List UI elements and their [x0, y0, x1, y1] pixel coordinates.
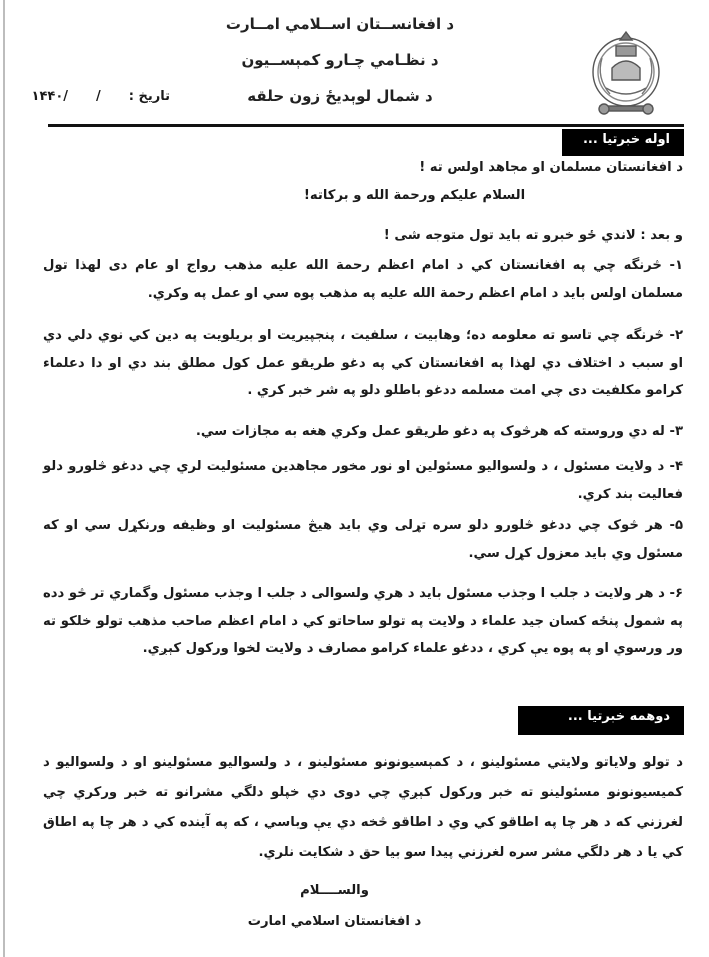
notice-item-4: ۴- د ولایت مسئول ، د ولسوالیو مسئولین او نور مخور مجاهدین مسئولیت لري چي ددغو څلورو دلو فعالیت بند کري. [43, 459, 683, 502]
date-label: تاریخ : [128, 89, 170, 104]
letterhead-zone: د شمال لوېديځ زون حلقه [247, 87, 433, 105]
date-separator: / [96, 89, 101, 104]
notice-item-5: ۵- هر څوک چي ددغو څلورو دلو سره تړلی وي باید هیڅ مسئولیت او وظیفه ورنکړل سي او که مسئول وي باید معزول کړل سي. [43, 518, 683, 561]
signature: د افغانستان اسلامي امارت [247, 914, 422, 929]
header-divider [48, 124, 684, 127]
second-notice-body: د تولو ولایاتو ولایتي مسئولینو ، د کمېسیونونو مسئولینو ، د ولسوالیو مسئولینو او د ولسوالیو د کمیسیونونو مسئولینو ته خبر ورکول کېږي چي دوی دي خپلو دلگي مشرانو ته خبر ورکري چي لغرزني که د هر چا په اطاقو کي وي د اطاقو څخه دي یې وباسي ، که په آینده کي د هر چا په اطاق کي یا د هر دلگي مشر سره لغرزني پیدا سو بیا حق د شکایت نلري. [43, 755, 683, 860]
date-field [31, 89, 170, 104]
intro: و بعد : لاندي ځو خبرو ته باید تول متوجه شی ! [383, 228, 683, 243]
section-badge-second-notice: دوهمه خبرتیا ... [518, 706, 684, 735]
emblem-icon [576, 28, 676, 120]
closing-salam: والســــلام [300, 883, 369, 898]
notice-item-2: ۲- څرنگه چي تاسو ته معلومه ده؛ وهابیت ، سلفیت ، پنجپیریت او بریلویت په دین کي نوي دلي دي او سبب د اختلاف دي لهذا په افغانستان کي په دغو طریقو عمل کول مطلق بند دي او دا دعلماء کرامو مکلفیت دی چي امت مسلمه ددغو باطلو دلو په شر خبر کري . [43, 328, 683, 398]
notice-item-1: ۱- څرنگه چي په افغانستان کي د امام اعظم رحمة الله علیه مذهب رواج او عام دی لهذا تول مسلمان اولس باید د امام اعظم رحمة الله علیه په مذهب پوه سي او عمل په وکري. [43, 258, 683, 301]
section-badge-first-notice: اوله خبرتیا ... [562, 129, 684, 156]
notice-item-6: ۶- د هر ولایت د جلب ا وجذب مسئول باید د هري ولسوالی د جلب ا وجذب مسئول وگماري تر څو دده په شمول پنځه کسان جید علماء د ولایت په تولو ساحاتو کي د امام اعظم صاحب مذهب تولو خلکو ته ور ورسوي او په پوه یې کري ، ددغو علماء کرامو مصارف د ولایت لخوا ورکول کېږي. [43, 586, 683, 656]
letterhead-subtitle: د نظـامي چـارو کمېســيون [241, 51, 439, 69]
date-year: /۱۴۴۰ [31, 89, 69, 104]
notice-item-3: ۳- له دي وروسته که هرڅوک په دغو طریقو عمل وکري هغه به مجازات سي. [195, 424, 683, 439]
letterhead-title: د افغانســتان اســلامي امــارت [225, 15, 455, 33]
greeting: السلام علیکم ورحمة الله و برکاته! [303, 188, 526, 203]
salutation: د افغانستان مسلمان او مجاهد اولس ته ! [419, 160, 683, 175]
